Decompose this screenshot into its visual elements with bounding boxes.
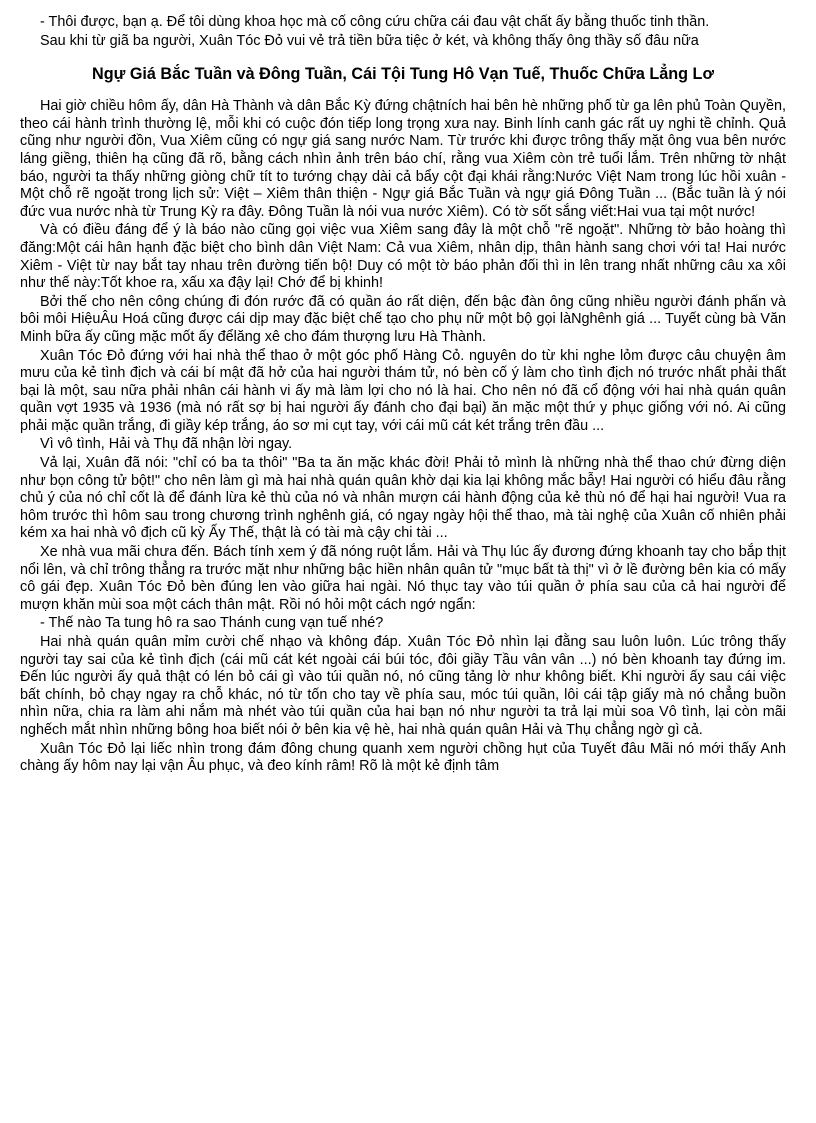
paragraph: Vì vô tình, Hải và Thụ đã nhận lời ngay. [40, 436, 293, 453]
paragraph: Xe nhà vua mãi chưa đến. Bách tính xem ý đã nóng ruột lắm. Hải và Thụ lúc ấy đương đứng khoanh tay cho bắp thịt nổi lên, và chỉ trông thẳng ra trước mặt như những bậc hiền nhân quân tử "mục bất tà thị" vì ở lề đường bên kia có mấy cô gái đẹp. Xuân Tóc Đỏ bèn đúng len vào giữa hai ngài. Nó thục tay vào túi quần ở phía sau của cả hai người để mượn khăn mùi soa một cách thân mật. Rồi nó hỏi một cách ngớ ngẩn: [20, 544, 786, 613]
paragraph: - Thôi được, bạn ạ. Để tôi dùng khoa học mà cố công cứu chữa cái đau vật chất ấy bằng thuốc tinh thần. [40, 14, 710, 30]
paragraph: Sau khi từ giã ba người, Xuân Tóc Đỏ vui vẻ trả tiền bữa tiệc ở két, và không thấy ông thầy số đâu nữa [40, 32, 699, 49]
paragraph: Hai giờ chiều hôm ấy, dân Hà Thành và dân Bắc Kỳ đứng chậtních hai bên hè những phố từ ga lên phủ Toàn Quyền, theo cái hành trình thường lệ, mỗi khi có cuộc đón tiếp long trọng xưa nay. Binh lính canh gác rất uy nghi tề chỉnh. Quả cũng như người đồn, Vua Xiêm cũng có ngự giá sang nước Nam. Từ trước khi được trông thấy mặt ông vua bên nước láng giềng, thiên hạ cũng đã rõ, bằng cách nhìn ảnh trên báo chí, rằng vua Xiêm còn trẻ tuổi lắm. Trên những tờ nhật báo, người ta thấy những giòng chữ tít to tướng chạy dài cả bẩy cột đại khái rằng:Nước Việt Nam trong lúc hồi xuân - Một chỗ rẽ ngoặt trong lịch sử: Việt – Xiêm thân thiện - Ngự giá Bắc Tuần và ngự giá Đông Tuần ... (Bắc tuần là ý nói đức vua nước nhà từ Trung Kỳ ra đây. Đông Tuần là nói vua nước Xiêm). Có tờ sốt sắng viết:Hai vua tại một nước! [20, 98, 786, 220]
paragraph: Xuân Tóc Đỏ đứng với hai nhà thể thao ở một góc phố Hàng Cỏ. nguyên do từ khi nghe lỏm được câu chuyện âm mưu của kẻ tình địch và cái bí mật đã hở của hai người thám tử, nó bèn cố ý làm cho tình địch nó trước nhất phải thất bại là một, sau nữa phải nhân cái hành vi ấy mà làm lợi cho nó là hai. Cho nên nó đã cổ động với hai nhà quán quân quần vợt 1935 và 1936 (mà nó rất sợ bị hai người ấy đánh cho đại bại) ăn mặc một thứ y phục giống với nó. Ai cũng phải mặc quần trắng, đi giầy kép trắng, áo sơ mi cụt tay, với cái mũ cát két trắng trên đầu ... [20, 347, 786, 434]
paragraph: Vả lại, Xuân đã nói: "chỉ có ba ta thôi" "Ba ta ăn mặc khác đời! Phải tỏ mình là những nhà thể thao chứ đừng diện như bọn công tử bột!" cho nên làm gì mà hai nhà quán quân khờ dại kia lại không mắc bẫy! Hai người có hiểu đâu rằng chủ ý của nó chỉ cốt là để đánh lừa kẻ thù của nó và nhân mượn cái hành động của kẻ thù nó để hại hai người! Vua ra hôm trước thì hôm sau trong chương trình nghênh giá, có ngay ngày hội thể thao, mà tài nghệ của Xuân cố nhiên phải kém xa hai nhà vô địch cũ kỳ Ấy Thế, thật là có tài mà cậy chi tài ... [20, 455, 786, 542]
paragraph: Và có điều đáng để ý là báo nào cũng gọi việc vua Xiêm sang đây là một chỗ "rẽ ngoặt". Những tờ bảo hoàng thì đăng:Một cái hân hạnh đặc biệt cho bình dân Việt Nam: Cả vua Xiêm, nhân dịp, thân hành sang chơi với ta! Hai nước Xiêm - Việt từ nay bắt tay nhau trên đường tiến bộ! Duy có một tờ báo phản đối thì in lên trang nhất những câu xa xôi như thế này:Tốt khoe ra, xấu xa đậy lại! Chớ để bị khinh! [20, 222, 786, 292]
paragraph: Bởi thế cho nên công chúng đi đón rước đã có quần áo rất diện, đến bậc đàn ông cũng nhiều người đánh phấn và bôi môi HiệuÂu Hoá cũng được cái dịp may đặc biệt chế tạo cho phụ nữ một bộ gọi làNghênh giá ... Tuyết cùng bà Văn Minh bữa ấy cũng mặc mốt ấy đểlăng xê cho đám thượng lưu Hà Thành. [20, 293, 786, 345]
paragraph: Hai nhà quán quân mỉm cười chế nhạo và không đáp. Xuân Tóc Đỏ nhìn lại đằng sau luôn luôn. Lúc trông thấy người tay sai của kẻ tình địch (cái mũ cát két ngoài cái búi tóc, đôi giầy Tầu vân vân ...) nó bèn khoanh tay đứng im. Đến lúc người ấy quả thật có lén bỏ cái gì vào túi quần nó, nó cũng tảng lờ như không biết. Khi người ấy sau cái việc bất chính, bỏ chạy ngay ra chỗ khác, nó từ tốn cho tay về phía sau, móc túi quần, lôi cái tập giấy mà nó chẳng buồn nhìn nữa, chia ra làm ahi nắm mà nhét vào túi quần của hai bạn nó như người ta trả lại mùi soa Vô tình, lại còn mãi nghếch mắt nhìn những bông hoa biết nói ở bên kia vệ hè, hai nhà quán quân Hải và Thụ chẳng ngờ gì cả. [20, 634, 786, 738]
chapter-heading: Ngự Giá Bắc Tuần và Đông Tuần, Cái Tội Tung Hô Vạn Tuế, Thuốc Chữa Lẳng Lơ [92, 65, 714, 84]
paragraph: Xuân Tóc Đỏ lại liếc nhìn trong đám đông chung quanh xem người chồng hụt của Tuyết đâu Mãi nó mới thấy Anh chàng ấy hôm nay lại vận Âu phục, và đeo kính râm! Rõ là một kẻ định tâm [20, 740, 786, 775]
paragraph: - Thế nào Ta tung hô ra sao Thánh cung vạn tuế nhé? [40, 615, 384, 632]
